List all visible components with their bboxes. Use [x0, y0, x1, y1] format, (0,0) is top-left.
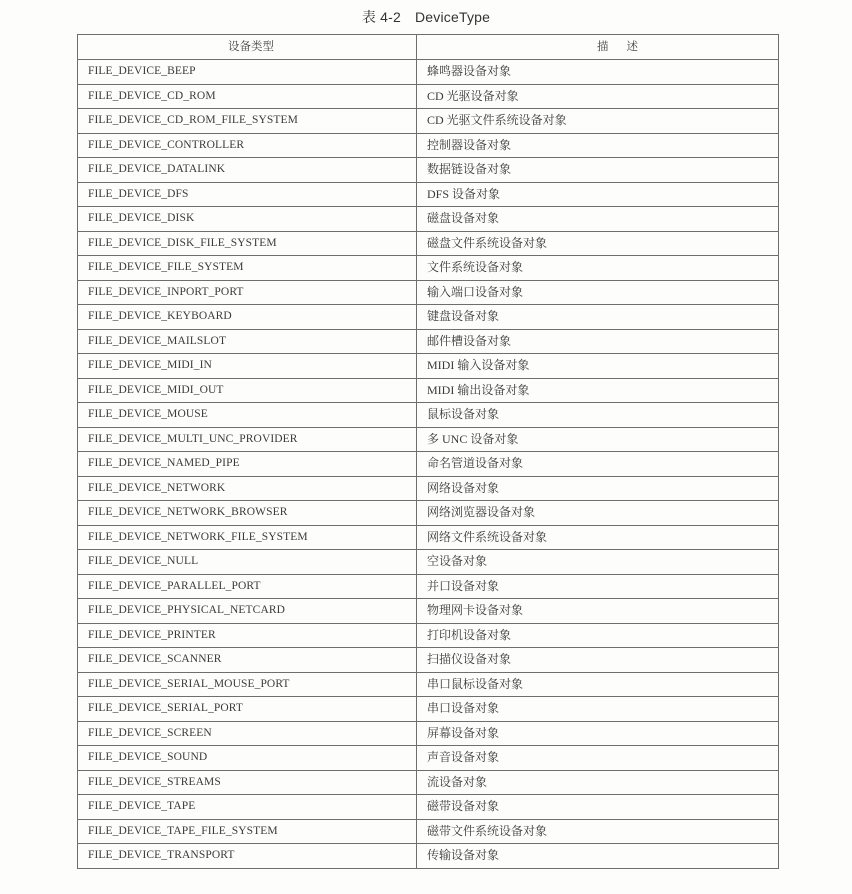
device-type-cell: FILE_DEVICE_CD_ROM_FILE_SYSTEM [78, 109, 417, 134]
table-row [78, 354, 779, 379]
table-row [78, 256, 779, 281]
description-cell: 磁带文件系统设备对象 [417, 819, 779, 844]
table-row [78, 599, 779, 624]
device-type-cell: FILE_DEVICE_MAILSLOT [78, 329, 417, 354]
description-cell: CD 光驱设备对象 [417, 84, 779, 109]
description-cell: CD 光驱文件系统设备对象 [417, 109, 779, 134]
description-cell: 打印机设备对象 [417, 623, 779, 648]
table-row [78, 329, 779, 354]
device-type-cell: FILE_DEVICE_DISK [78, 207, 417, 232]
description-cell: 网络设备对象 [417, 476, 779, 501]
table-row [78, 844, 779, 869]
header-device-type: 设备类型 [78, 35, 417, 60]
description-cell: DFS 设备对象 [417, 182, 779, 207]
device-type-cell: FILE_DEVICE_MIDI_IN [78, 354, 417, 379]
table-title: DeviceType [414, 9, 491, 25]
table-row [78, 84, 779, 109]
device-type-cell: FILE_DEVICE_NETWORK_BROWSER [78, 501, 417, 526]
device-type-cell: FILE_DEVICE_MIDI_OUT [78, 378, 417, 403]
device-type-cell: FILE_DEVICE_PHYSICAL_NETCARD [78, 599, 417, 624]
table-row [78, 452, 779, 477]
description-cell: 磁盘文件系统设备对象 [417, 231, 779, 256]
description-cell: 邮件槽设备对象 [417, 329, 779, 354]
table-number: 表 4-2 [361, 9, 401, 25]
description-cell: 控制器设备对象 [417, 133, 779, 158]
table-row [78, 427, 779, 452]
device-type-cell: FILE_DEVICE_MULTI_UNC_PROVIDER [78, 427, 417, 452]
table-row [78, 721, 779, 746]
device-type-cell: FILE_DEVICE_BEEP [78, 60, 417, 85]
table-row [78, 623, 779, 648]
description-cell: 空设备对象 [417, 550, 779, 575]
table-row [78, 501, 779, 526]
description-cell: 磁带设备对象 [417, 795, 779, 820]
device-type-cell: FILE_DEVICE_NETWORK_FILE_SYSTEM [78, 525, 417, 550]
device-type-cell: FILE_DEVICE_SOUND [78, 746, 417, 771]
device-type-cell: FILE_DEVICE_TAPE_FILE_SYSTEM [78, 819, 417, 844]
description-cell: MIDI 输出设备对象 [417, 378, 779, 403]
table-row [78, 231, 779, 256]
table-row [78, 525, 779, 550]
device-type-cell: FILE_DEVICE_SCREEN [78, 721, 417, 746]
description-cell: 磁盘设备对象 [417, 207, 779, 232]
device-type-cell: FILE_DEVICE_INPORT_PORT [78, 280, 417, 305]
description-cell: 数据链设备对象 [417, 158, 779, 183]
table-row [78, 378, 779, 403]
header-description: 描述 [417, 35, 779, 60]
description-cell: 屏幕设备对象 [417, 721, 779, 746]
device-type-cell: FILE_DEVICE_FILE_SYSTEM [78, 256, 417, 281]
device-type-table [77, 34, 779, 869]
table-body [78, 60, 779, 869]
table-row [78, 648, 779, 673]
device-type-cell: FILE_DEVICE_DISK_FILE_SYSTEM [78, 231, 417, 256]
table-row [78, 795, 779, 820]
table-row [78, 60, 779, 85]
device-type-cell: FILE_DEVICE_SERIAL_PORT [78, 697, 417, 722]
description-cell: 鼠标设备对象 [417, 403, 779, 428]
table-row [78, 403, 779, 428]
table-caption [0, 7, 852, 27]
description-cell: 物理网卡设备对象 [417, 599, 779, 624]
description-cell: 声音设备对象 [417, 746, 779, 771]
description-cell: 网络文件系统设备对象 [417, 525, 779, 550]
device-type-cell: FILE_DEVICE_PARALLEL_PORT [78, 574, 417, 599]
description-cell: 扫描仪设备对象 [417, 648, 779, 673]
description-cell: 键盘设备对象 [417, 305, 779, 330]
table-row [78, 133, 779, 158]
device-type-cell: FILE_DEVICE_MOUSE [78, 403, 417, 428]
table-row [78, 574, 779, 599]
table-header-row [78, 35, 779, 60]
description-cell: 并口设备对象 [417, 574, 779, 599]
table-row [78, 305, 779, 330]
device-type-cell: FILE_DEVICE_PRINTER [78, 623, 417, 648]
table-row [78, 550, 779, 575]
description-cell: MIDI 输入设备对象 [417, 354, 779, 379]
device-type-cell: FILE_DEVICE_NETWORK [78, 476, 417, 501]
table-row [78, 672, 779, 697]
table-row [78, 158, 779, 183]
description-cell: 网络浏览器设备对象 [417, 501, 779, 526]
device-type-cell: FILE_DEVICE_SCANNER [78, 648, 417, 673]
table-row [78, 697, 779, 722]
description-cell: 命名管道设备对象 [417, 452, 779, 477]
device-type-cell: FILE_DEVICE_CD_ROM [78, 84, 417, 109]
description-cell: 流设备对象 [417, 770, 779, 795]
device-type-cell: FILE_DEVICE_NAMED_PIPE [78, 452, 417, 477]
device-type-cell: FILE_DEVICE_NULL [78, 550, 417, 575]
description-cell: 文件系统设备对象 [417, 256, 779, 281]
device-type-cell: FILE_DEVICE_STREAMS [78, 770, 417, 795]
table-row [78, 109, 779, 134]
table-row [78, 746, 779, 771]
table-row [78, 476, 779, 501]
table-row [78, 770, 779, 795]
table-row [78, 207, 779, 232]
device-type-cell: FILE_DEVICE_DFS [78, 182, 417, 207]
device-type-cell: FILE_DEVICE_KEYBOARD [78, 305, 417, 330]
description-cell: 传输设备对象 [417, 844, 779, 869]
device-type-cell: FILE_DEVICE_DATALINK [78, 158, 417, 183]
table-row [78, 182, 779, 207]
device-type-cell: FILE_DEVICE_TRANSPORT [78, 844, 417, 869]
table-row [78, 819, 779, 844]
device-type-cell: FILE_DEVICE_SERIAL_MOUSE_PORT [78, 672, 417, 697]
description-cell: 多 UNC 设备对象 [417, 427, 779, 452]
description-cell: 串口设备对象 [417, 697, 779, 722]
description-cell: 蜂鸣器设备对象 [417, 60, 779, 85]
device-type-cell: FILE_DEVICE_CONTROLLER [78, 133, 417, 158]
description-cell: 输入端口设备对象 [417, 280, 779, 305]
table-row [78, 280, 779, 305]
device-type-cell: FILE_DEVICE_TAPE [78, 795, 417, 820]
description-cell: 串口鼠标设备对象 [417, 672, 779, 697]
